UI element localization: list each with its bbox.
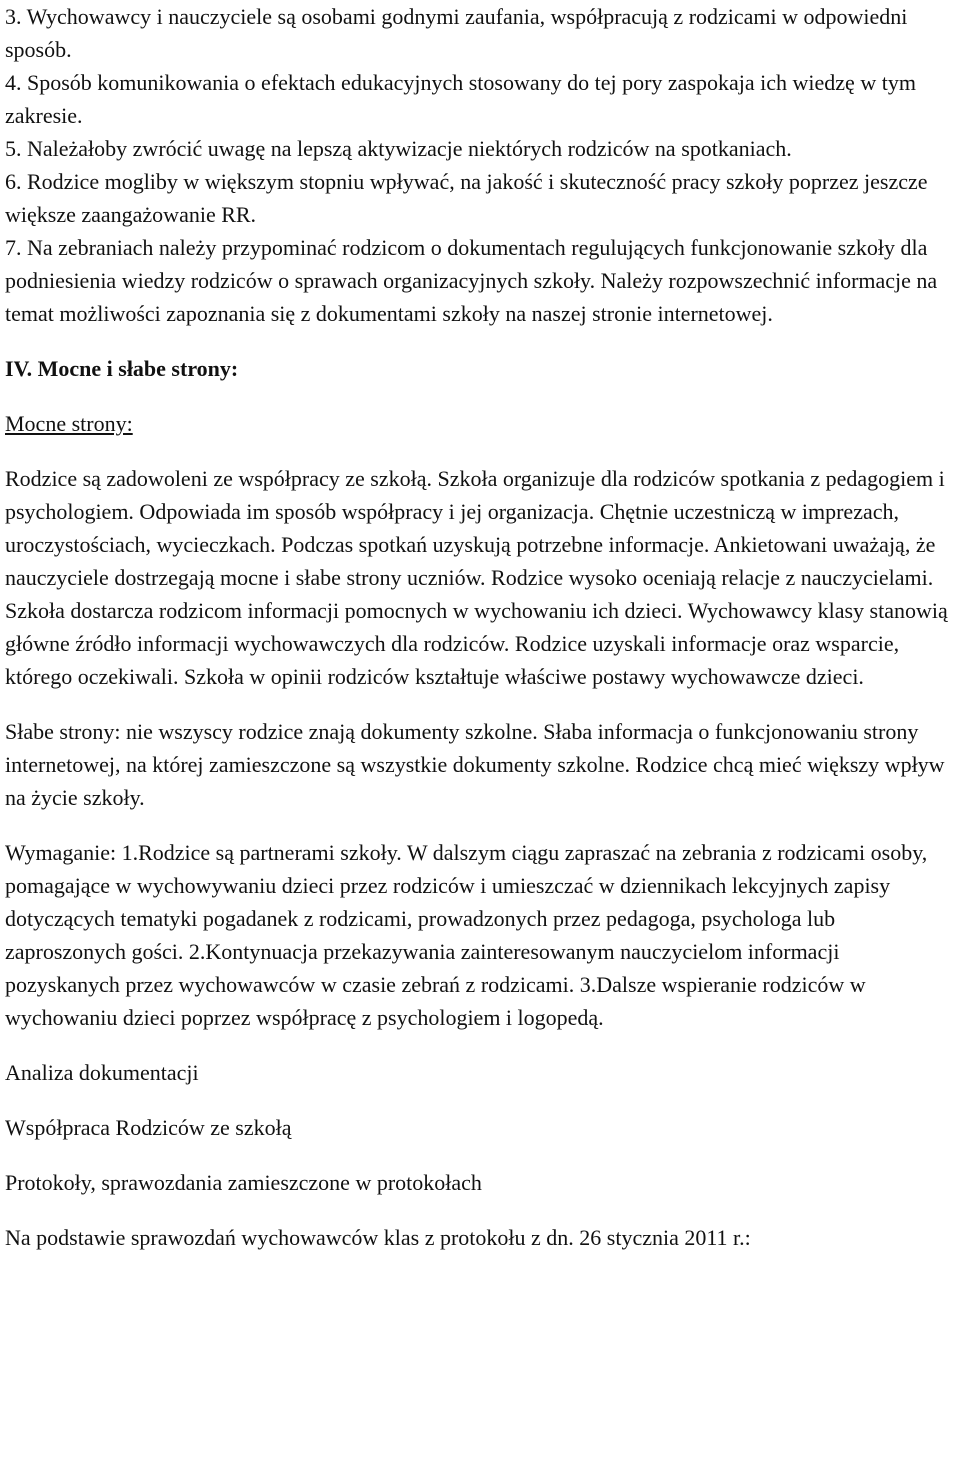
- list-item-3: 3. Wychowawcy i nauczyciele są osobami godnymi zaufania, współpracują z rodzicami w odpowiedni sposób.: [5, 4, 908, 62]
- section-heading: IV. Mocne i słabe strony:: [5, 356, 239, 381]
- footer-line-documentation: Analiza dokumentacji: [5, 1060, 199, 1085]
- weaknesses-paragraph: Słabe strony: nie wszyscy rodzice znają dokumenty szkolne. Słaba informacja o funkcjonowaniu strony internetowej, na której zamieszczone są wszystkie dokumenty szkolne. Rodzice chcą mieć większy wpływ na życie szkoły.: [5, 719, 945, 810]
- list-item-4: 4. Sposób komunikowania o efektach edukacyjnych stosowany do tej pory zaspokaja ich wiedzę w tym zakresie.: [5, 70, 916, 128]
- footer-line-protocols: Protokoły, sprawozdania zamieszczone w protokołach: [5, 1170, 482, 1195]
- footer-line-reports: Na podstawie sprawozdań wychowawców klas z protokołu z dn. 26 stycznia 2011 r.:: [5, 1225, 751, 1250]
- strengths-paragraph: Rodzice są zadowoleni ze współpracy ze szkołą. Szkoła organizuje dla rodziców spotkania z pedagogiem i psychologiem. Odpowiada im sposób współpracy i jej organizacja. Chętnie uczestniczą w imprezach, uroczystościach, wycieczkach. Podczas spotkań uzyskują potrzebne informacje. Ankietowani uważają, że nauczyciele dostrzegają mocne i słabe strony uczniów. Rodzice wysoko oceniają relacje z nauczycielami. Szkoła dostarcza rodzicom informacji pomocnych w wychowaniu ich dzieci. Wychowawcy klasy stanowią główne źródło informacji wychowawczych dla rodziców. Rodzice uzyskali informacje oraz wsparcie, którego oczekiwali. Szkoła w opinii rodziców kształtuje właściwe postawy wychowawcze dzieci.: [5, 466, 948, 689]
- list-item-6: 6. Rodzice mogliby w większym stopniu wpływać, na jakość i skuteczność pracy szkoły poprzez jeszcze większe zaangażowanie RR.: [5, 169, 928, 227]
- document-page: [5, 0, 955, 1254]
- list-item-5: 5. Należałoby zwrócić uwagę na lepszą aktywizacje niektórych rodziców na spotkaniach.: [5, 136, 792, 161]
- strengths-label: Mocne strony:: [5, 411, 133, 436]
- requirement-paragraph: Wymaganie: 1.Rodzice są partnerami szkoły. W dalszym ciągu zapraszać na zebrania z rodzicami osoby, pomagające w wychowywaniu dzieci przez rodziców i umieszczać w dziennikach lekcyjnych zapisy dotyczących tematyki pogadanek z rodzicami, prowadzonych przez pedagoga, psychologa lub zaproszonych gości. 2.Kontynuacja przekazywania zainteresowanym nauczycielom informacji pozyskanych przez wychowawców w czasie zebrań z rodzicami. 3.Dalsze wspieranie rodziców w wychowaniu dzieci poprzez współpracę z psychologiem i logopedą.: [5, 840, 928, 1030]
- footer-line-cooperation: Współpraca Rodziców ze szkołą: [5, 1115, 292, 1140]
- list-item-7: 7. Na zebraniach należy przypominać rodzicom o dokumentach regulujących funkcjonowanie szkoły dla podniesienia wiedzy rodziców o sprawach organizacyjnych szkoły. Należy rozpowszechnić informacje na temat możliwości zapoznania się z dokumentami szkoły na naszej stronie internetowej.: [5, 235, 938, 326]
